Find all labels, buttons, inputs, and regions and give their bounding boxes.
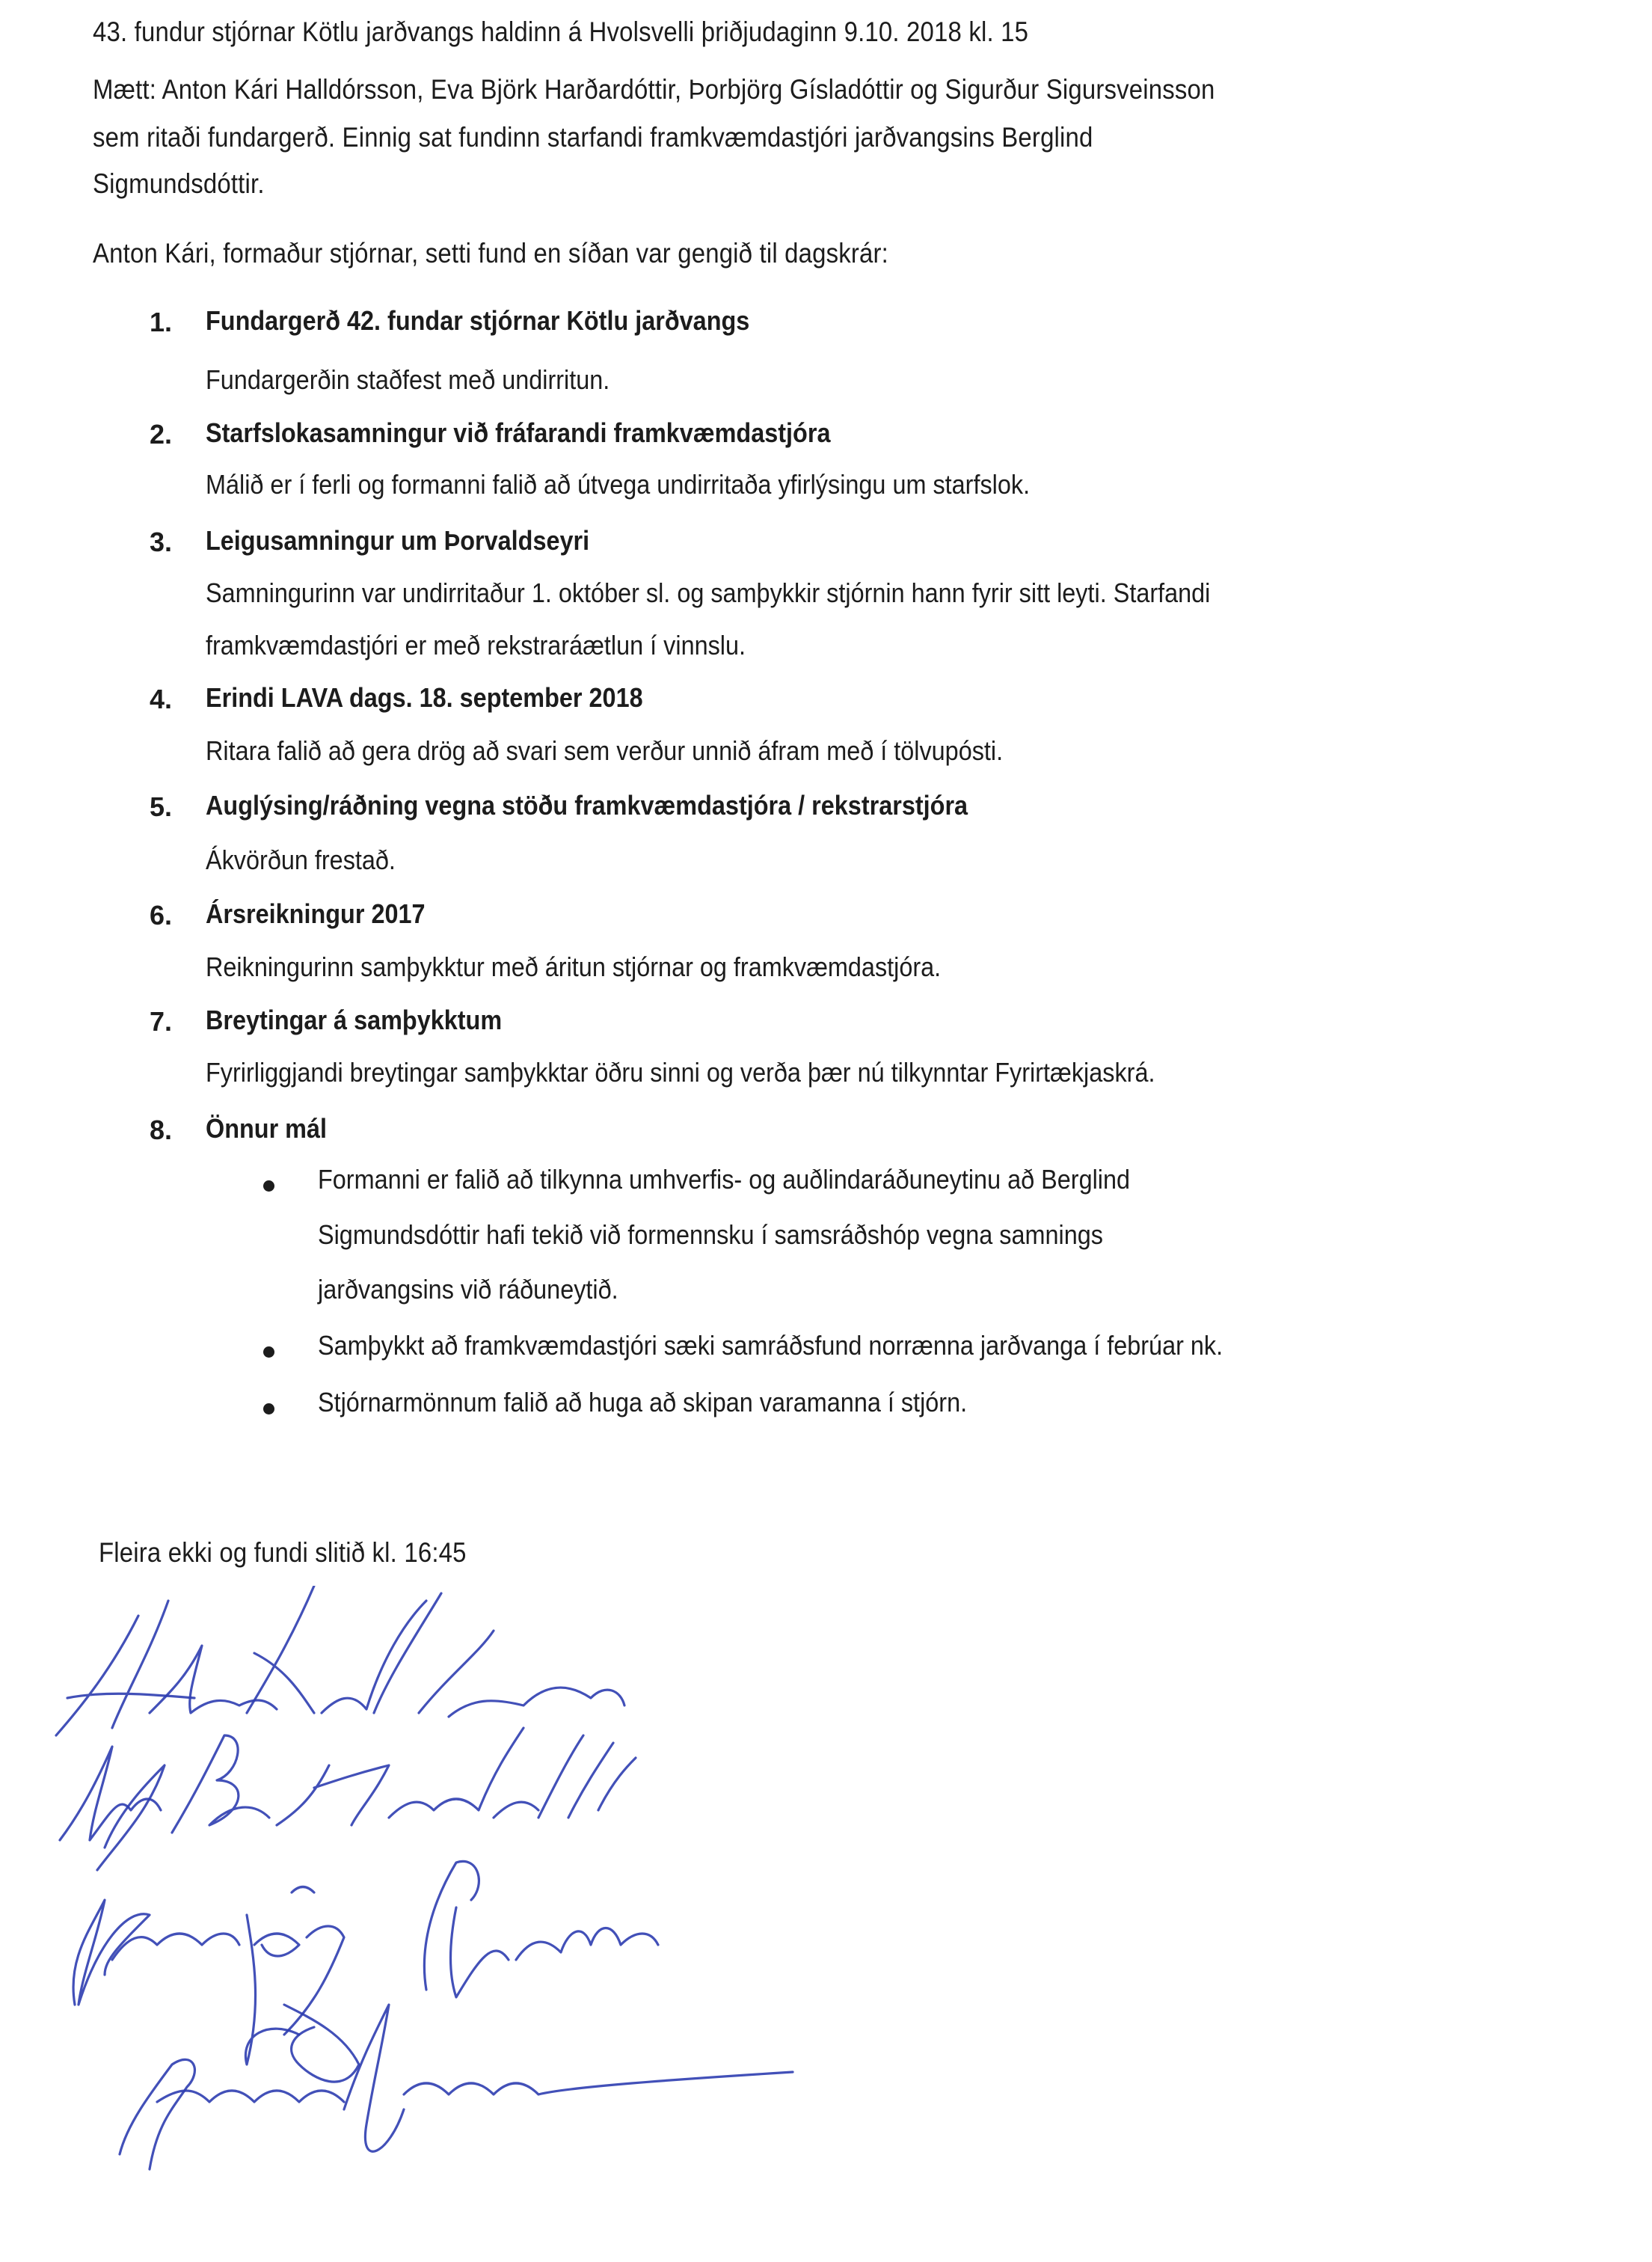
agenda-body: Fyrirliggjandi breytingar samþykktar öðru sinni og verða þær nú tilkynntar Fyrirtækjaskrá. (206, 1057, 1155, 1088)
bullet-text: Stjórnarmönnum falið að huga að skipan varamanna í stjórn. (318, 1387, 968, 1417)
attendance-line: Mætt: Anton Kári Halldórsson, Eva Björk Harðardóttir, Þorbjörg Gísladóttir og Sigurður Sigursveinsson (93, 74, 1215, 105)
agenda-heading: Starfslokasamningur við fráfarandi framkvæmdastjóra (206, 417, 831, 448)
agenda-number: 8. (150, 1115, 173, 1145)
bullet-icon (263, 1180, 274, 1192)
bullet-icon (263, 1403, 274, 1414)
agenda-heading: Erindi LAVA dags. 18. september 2018 (206, 682, 643, 713)
agenda-body: Ritara falið að gera drög að svari sem verður unnið áfram með í tölvupósti. (206, 735, 1004, 766)
bullet-text: Samþykkt að framkvæmdastjóri sæki samráðsfund norrænna jarðvanga í febrúar nk. (318, 1330, 1223, 1361)
signature-sigurdur (120, 2005, 793, 2169)
agenda-number: 6. (150, 900, 173, 931)
agenda-heading: Ársreikningur 2017 (206, 898, 426, 929)
agenda-heading: Önnur mál (206, 1113, 328, 1144)
intro-text: Anton Kári, formaður stjórnar, setti fund en síðan var gengið til dagskrár: (93, 238, 889, 269)
agenda-number: 2. (150, 419, 173, 450)
agenda-heading: Leigusamningur um Þorvaldseyri (206, 525, 590, 556)
agenda-body: Samningurinn var undirritaður 1. október sl. og samþykkir stjórnin hann fyrir sitt leyti. Starfandi (206, 577, 1211, 608)
meeting-title: 43. fundur stjórnar Kötlu jarðvangs haldinn á Hvolsvelli þriðjudaginn 9.10. 2018 kl. 15 (93, 16, 1029, 47)
attendance-line: Sigmundsdóttir. (93, 168, 265, 199)
agenda-number: 1. (150, 307, 173, 337)
bullet-text: Formanni er falið að tilkynna umhverfis- og auðlindaráðuneytinu að Berglind (318, 1164, 1131, 1195)
signature-thorbjorg (73, 1861, 658, 2065)
agenda-body: Fundargerðin staðfest með undirritun. (206, 364, 610, 395)
signatures (0, 1586, 972, 2184)
closing-text: Fleira ekki og fundi slitið kl. 16:45 (99, 1537, 467, 1568)
agenda-number: 4. (150, 684, 173, 714)
agenda-heading: Fundargerð 42. fundar stjórnar Kötlu jarðvangs (206, 305, 750, 336)
agenda-body: framkvæmdastjóri er með rekstraráætlun í vinnslu. (206, 630, 746, 660)
agenda-heading: Breytingar á samþykktum (206, 1005, 503, 1035)
agenda-heading: Auglýsing/ráðning vegna stöðu framkvæmdastjóra / rekstrarstjóra (206, 790, 968, 821)
agenda-body: Reikningurinn samþykktur með áritun stjórnar og framkvæmdastjóra. (206, 951, 942, 982)
agenda-number: 5. (150, 791, 173, 822)
signature-anton (56, 1586, 624, 1735)
bullet-text: Sigmundsdóttir hafi tekið við formennsku í samsráðshóp vegna samnings (318, 1219, 1103, 1250)
agenda-body: Málið er í ferli og formanni falið að útvega undirritaða yfirlýsingu um starfslok. (206, 469, 1031, 500)
signature-eva (60, 1728, 636, 1870)
bullet-text: jarðvangsins við ráðuneytið. (318, 1274, 618, 1305)
agenda-number: 3. (150, 527, 173, 557)
attendance-line: sem ritaði fundargerð. Einnig sat fundinn starfandi framkvæmdastjóri jarðvangsins Berglind (93, 122, 1093, 153)
bullet-icon (263, 1346, 274, 1358)
agenda-body: Ákvörðun frestað. (206, 845, 396, 875)
agenda-number: 7. (150, 1006, 173, 1037)
